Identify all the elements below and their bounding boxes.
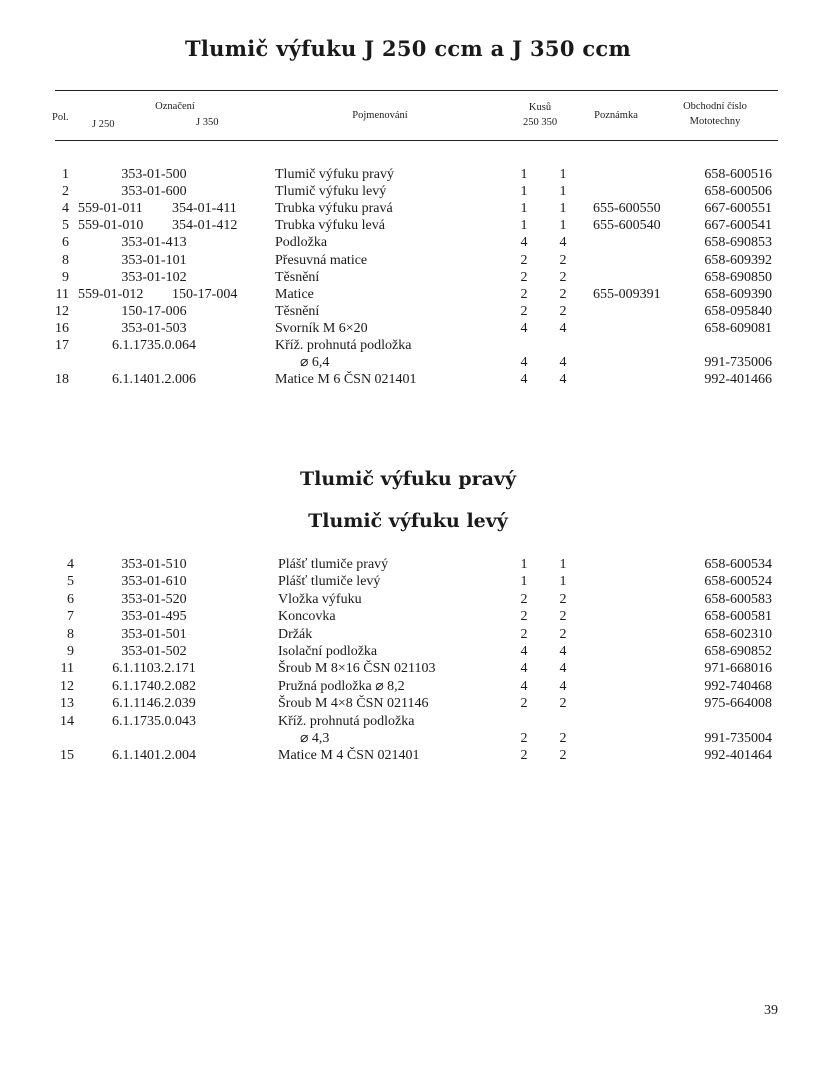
cell-number: 6.1.1146.2.039 (112, 696, 196, 712)
cell-position: 8 (62, 252, 69, 268)
cell-qty-250: 2 (520, 303, 528, 319)
cell-number: 353-01-101 (121, 252, 187, 268)
cell-name: Svorník M 6×20 (275, 320, 368, 336)
cell-qty-250: 1 (520, 574, 528, 590)
cell-position: 11 (60, 661, 74, 677)
section-title-left: Tlumič výfuku levý (308, 510, 508, 532)
cell-order-number: 658-690850 (704, 269, 772, 285)
cell-qty-250: 2 (520, 252, 528, 268)
cell-position: 9 (62, 269, 69, 285)
cell-name: Držák (278, 626, 313, 642)
cell-number: 353-01-102 (121, 269, 187, 285)
cell-qty-250: 1 (520, 167, 528, 182)
cell-name: Vložka výfuku (278, 591, 362, 607)
header-j250: J 250 (92, 119, 115, 130)
cell-order-number: 658-690853 (704, 235, 772, 251)
cell-qty-250: 1 (520, 557, 528, 572)
header-name: Pojmenování (352, 110, 408, 121)
cell-number-j250: 559-01-010 (78, 218, 144, 234)
table-header-rule (55, 140, 778, 141)
cell-qty-350: 1 (559, 218, 567, 234)
cell-note: 655-600540 (593, 218, 661, 234)
cell-number-j350: 354-01-412 (172, 218, 238, 234)
cell-number: 6.1.1401.2.006 (112, 372, 196, 388)
cell-number-j350: 150-17-004 (172, 286, 238, 302)
cell-number: 353-01-600 (121, 184, 187, 200)
table-row (0, 320, 816, 337)
cell-qty-350: 4 (559, 372, 567, 388)
table-top-rule (55, 90, 778, 91)
cell-position: 12 (55, 303, 69, 319)
cell-number-j350: 354-01-411 (172, 201, 237, 217)
cell-order-number: 658-602310 (704, 626, 772, 642)
cell-qty-350: 4 (559, 678, 567, 694)
cell-qty-250: 2 (520, 609, 528, 625)
cell-position: 16 (55, 320, 69, 336)
table-row (0, 573, 816, 590)
cell-qty-350: 2 (559, 748, 567, 764)
cell-number: 353-01-510 (121, 557, 187, 572)
cell-qty-350: 2 (559, 303, 567, 319)
table-row (0, 166, 816, 183)
cell-qty-350: 1 (559, 184, 567, 200)
cell-position: 15 (60, 748, 74, 764)
cell-qty-350: 2 (559, 626, 567, 642)
cell-qty-350: 4 (559, 661, 567, 677)
cell-order-number: 975-664008 (704, 696, 772, 712)
table-row (0, 747, 816, 764)
cell-position: 5 (67, 574, 74, 590)
cell-position: 14 (60, 713, 74, 729)
table-row (0, 660, 816, 677)
cell-name: Matice M 6 ČSN 021401 (275, 372, 417, 388)
table-row (0, 354, 816, 371)
cell-name: Šroub M 4×8 ČSN 021146 (278, 696, 429, 712)
cell-order-number: 992-401464 (704, 748, 772, 764)
table-row (0, 286, 816, 303)
cell-qty-350: 2 (559, 609, 567, 625)
cell-name: Tlumič výfuku levý (275, 184, 387, 200)
cell-position: 2 (62, 184, 69, 200)
cell-number-j250: 559-01-011 (78, 201, 143, 217)
cell-qty-250: 1 (520, 201, 528, 217)
cell-number: 353-01-503 (121, 320, 187, 336)
cell-order-number: 658-600524 (704, 574, 772, 590)
cell-position: 1 (62, 167, 69, 182)
cell-qty-350: 2 (559, 269, 567, 285)
cell-qty-350: 2 (559, 252, 567, 268)
cell-order-number: 971-668016 (704, 661, 772, 677)
cell-number: 353-01-520 (121, 591, 187, 607)
cell-name: Plášť tlumiče levý (278, 574, 381, 590)
cell-position: 6 (62, 235, 69, 251)
cell-number: 353-01-500 (121, 167, 187, 182)
cell-qty-350: 4 (559, 235, 567, 251)
cell-order-number: 658-600506 (704, 184, 772, 200)
cell-qty-350: 4 (559, 355, 567, 371)
table-row (0, 626, 816, 643)
cell-position: 9 (67, 644, 74, 659)
table-row (0, 608, 816, 625)
cell-name: Matice M 4 ČSN 021401 (278, 748, 420, 764)
cell-qty-350: 1 (559, 201, 567, 217)
cell-order-number: 667-600551 (704, 201, 772, 217)
cell-name: Přesuvná matice (275, 252, 368, 268)
cell-number: 6.1.1740.2.082 (112, 678, 196, 694)
header-qty-cols: 250 350 (522, 117, 558, 128)
cell-name: ⌀ 6,4 (300, 355, 330, 371)
cell-name: Kříž. prohnutá podložka (278, 713, 415, 729)
cell-order-number: 658-600516 (704, 167, 772, 182)
header-qty: Kusů (528, 102, 552, 113)
cell-position: 11 (55, 286, 69, 302)
cell-qty-250: 4 (520, 644, 528, 659)
cell-name: Tlumič výfuku pravý (275, 167, 394, 182)
header-order-1: Obchodní číslo (683, 101, 747, 112)
table-row (0, 678, 816, 695)
cell-name: Kříž. prohnutá podložka (275, 338, 412, 353)
cell-name: Plášť tlumiče pravý (278, 557, 389, 572)
cell-order-number: 658-609392 (704, 252, 772, 268)
section-title-right: Tlumič výfuku pravý (299, 468, 517, 490)
cell-qty-250: 1 (520, 218, 528, 234)
cell-qty-250: 2 (520, 696, 528, 712)
cell-qty-350: 2 (559, 696, 567, 712)
table-row (0, 200, 816, 217)
page-title: Tlumič výfuku J 250 ccm a J 350 ccm (184, 36, 632, 61)
table-row (0, 183, 816, 200)
cell-order-number: 658-690852 (704, 644, 772, 659)
cell-name: Těsnění (275, 269, 320, 285)
cell-number: 150-17-006 (121, 303, 187, 319)
header-note: Poznámka (594, 110, 638, 121)
table-row (0, 234, 816, 251)
cell-qty-350: 1 (559, 557, 567, 572)
cell-qty-250: 2 (520, 269, 528, 285)
cell-order-number: 658-600534 (704, 557, 772, 572)
cell-number: 353-01-501 (121, 626, 187, 642)
cell-qty-250: 4 (520, 235, 528, 251)
cell-note: 655-009391 (593, 286, 661, 302)
cell-name: Těsnění (275, 303, 320, 319)
cell-qty-350: 1 (559, 167, 567, 182)
table-row (0, 556, 816, 573)
header-j350: J 350 (196, 117, 219, 128)
cell-qty-350: 2 (559, 286, 567, 302)
cell-qty-350: 4 (559, 644, 567, 659)
table-row (0, 695, 816, 712)
cell-qty-350: 2 (559, 591, 567, 607)
cell-name: Pružná podložka ⌀ 8,2 (278, 678, 405, 694)
cell-name: ⌀ 4,3 (300, 731, 330, 746)
cell-order-number: 658-095840 (704, 303, 772, 319)
cell-position: 4 (67, 557, 74, 572)
cell-qty-350: 4 (559, 320, 567, 336)
table-row (0, 337, 816, 354)
cell-qty-350: 1 (559, 574, 567, 590)
cell-qty-250: 2 (520, 626, 528, 642)
table-row (0, 269, 816, 286)
cell-order-number: 658-609390 (704, 286, 772, 302)
cell-number: 6.1.1735.0.064 (112, 338, 196, 353)
cell-name: Trubka výfuku pravá (275, 201, 393, 217)
cell-order-number: 667-600541 (704, 218, 772, 234)
cell-qty-250: 2 (520, 591, 528, 607)
cell-qty-250: 4 (520, 661, 528, 677)
table-row (0, 371, 816, 388)
table-row (0, 303, 816, 320)
cell-order-number: 992-401466 (704, 372, 772, 388)
cell-qty-250: 2 (520, 748, 528, 764)
cell-name: Isolační podložka (278, 644, 378, 659)
cell-number: 353-01-502 (121, 644, 187, 659)
cell-qty-250: 1 (520, 184, 528, 200)
cell-position: 7 (67, 609, 74, 625)
cell-number: 6.1.1103.2.171 (112, 661, 196, 677)
cell-qty-350: 2 (559, 731, 567, 746)
cell-position: 12 (60, 678, 74, 694)
cell-name: Šroub M 8×16 ČSN 021103 (278, 661, 436, 677)
cell-position: 6 (67, 591, 74, 607)
cell-number: 6.1.1735.0.043 (112, 713, 196, 729)
cell-qty-250: 4 (520, 678, 528, 694)
cell-position: 18 (55, 372, 69, 388)
cell-name: Matice (275, 286, 314, 302)
table-row (0, 643, 816, 660)
cell-qty-250: 2 (520, 731, 528, 746)
table-row (0, 217, 816, 234)
cell-number: 353-01-413 (121, 235, 187, 251)
table-row (0, 713, 816, 730)
page-number: 39 (764, 1003, 778, 1018)
cell-number-j250: 559-01-012 (78, 286, 144, 302)
cell-number: 353-01-610 (121, 574, 187, 590)
cell-order-number: 658-600581 (704, 609, 772, 625)
cell-number: 6.1.1401.2.004 (112, 748, 196, 764)
cell-qty-250: 4 (520, 355, 528, 371)
cell-name: Podložka (275, 235, 328, 251)
header-order-2: Mototechny (689, 116, 741, 127)
cell-position: 8 (67, 626, 74, 642)
cell-position: 5 (62, 218, 69, 234)
cell-order-number: 992-740468 (704, 678, 772, 694)
cell-position: 4 (62, 201, 69, 217)
cell-number: 353-01-495 (121, 609, 187, 625)
cell-order-number: 991-735006 (704, 355, 772, 371)
header-pos: Pol. (52, 112, 69, 123)
cell-name: Trubka výfuku levá (275, 218, 385, 234)
cell-qty-250: 2 (520, 286, 528, 302)
cell-qty-250: 4 (520, 372, 528, 388)
table-row (0, 730, 816, 747)
cell-qty-250: 4 (520, 320, 528, 336)
cell-note: 655-600550 (593, 201, 661, 217)
cell-name: Koncovka (278, 609, 336, 625)
table-row (0, 591, 816, 608)
cell-position: 17 (55, 338, 69, 353)
cell-order-number: 658-600583 (704, 591, 772, 607)
cell-position: 13 (60, 696, 74, 712)
cell-order-number: 991-735004 (704, 731, 772, 746)
header-designation: Označení (155, 101, 195, 112)
cell-order-number: 658-609081 (704, 320, 772, 336)
table-row (0, 252, 816, 269)
